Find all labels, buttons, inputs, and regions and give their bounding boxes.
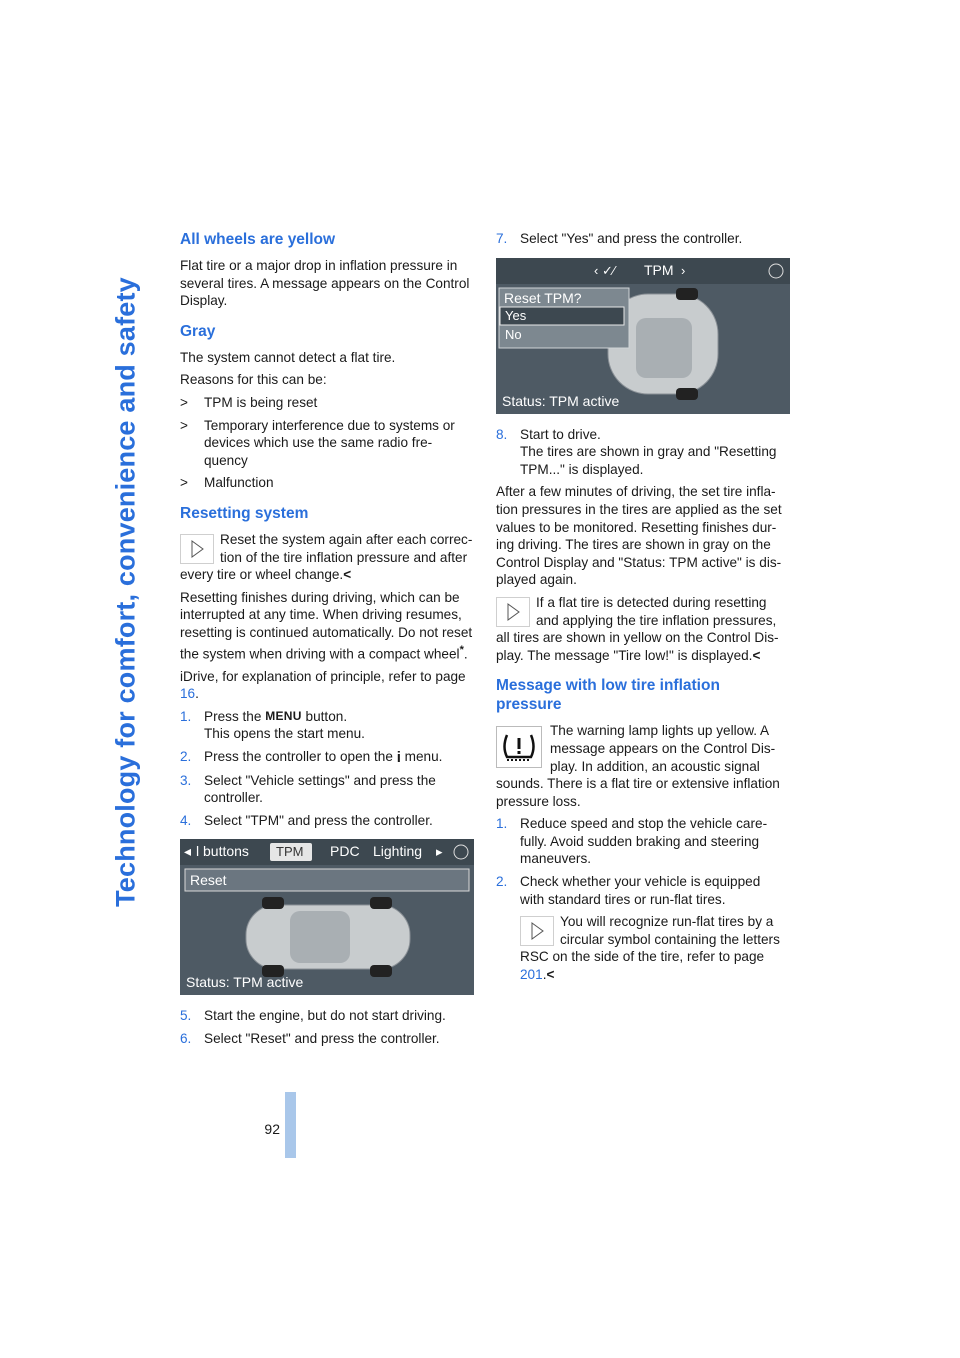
popup-title: Reset TPM? <box>504 289 582 306</box>
status-text: Status: TPM active <box>502 392 620 409</box>
right-column <box>496 230 788 989</box>
tab-tpm[interactable]: TPM <box>276 844 304 860</box>
tab-buttons[interactable]: l buttons <box>196 843 249 860</box>
menu-item-reset[interactable]: Reset <box>190 872 227 889</box>
page-marker-bar <box>285 1092 296 1158</box>
bullet-item: > Malfunction <box>180 475 274 491</box>
step-item: 7. Select "Yes" and press the controller. <box>496 231 743 246</box>
bullet-item: > Temporary interference due to systems or devices which use the same radio fre-quency <box>180 417 455 468</box>
note-resetting: Reset the system again after each correc-tion of the tire inflation pressure and after every tire or wheel change.< <box>180 531 473 583</box>
tire-warning-icon <box>496 726 542 768</box>
tab-lighting[interactable]: Lighting <box>373 843 423 860</box>
info-icon: i <box>396 749 401 766</box>
heading-resetting: Resetting system <box>180 504 309 522</box>
note-triangle-icon <box>180 534 214 564</box>
status-text: Status: TPM active <box>186 974 304 991</box>
option-yes[interactable]: Yes <box>505 307 527 323</box>
svg-text:›: › <box>681 262 686 278</box>
menu-button-icon: MENU <box>265 708 302 723</box>
step-item: 3. Select "Vehicle settings" and press the controller. <box>180 772 436 806</box>
step-item: 2. Press the controller to open the i menu. <box>180 749 443 766</box>
bullet-item: > TPM is being reset <box>180 394 318 410</box>
gray-text-2: Reasons for this can be: <box>180 372 327 388</box>
step-item: 1. Press the MENU button. This opens the start menu. <box>180 708 365 742</box>
warning-text: The warning lamp lights up yellow. A message appears on the Control Dis-play. In addition, an acoustic signal sounds. There is a flat tire or extensive inflation pressure loss. <box>496 723 780 809</box>
step-item: 1. Reduce speed and stop the vehicle care-fully. Avoid sudden braking and steering maneuvers. <box>496 816 768 867</box>
car-top-view-icon <box>246 897 410 977</box>
step-item: 8. Start to drive. The tires are shown in gray and "Resetting TPM..." is displayed. <box>496 426 777 477</box>
heading-all-yellow: All wheels are yellow <box>180 231 336 248</box>
control-display-screen-1 <box>180 839 474 995</box>
svg-text:◂: ◂ <box>184 843 192 860</box>
step-item: 5. Start the engine, but do not start driving. <box>180 1008 446 1024</box>
svg-text:▸: ▸ <box>436 844 443 860</box>
resetting-para-3: After a few minutes of driving, the set tire infla-tion pressures in the tires are applied as the set values to be monitored. Resetting finishes dur-ing driving. The tires are shown in gray on the Control Display and "Status: TPM active" is dis-played again. <box>496 484 782 588</box>
side-title: Technology for comfort, convenience and safety <box>110 277 141 907</box>
svg-text:‹ ✓⁄: ‹ ✓⁄ <box>594 262 616 278</box>
step-item: 2. Check whether your vehicle is equipped with standard tires or run-flat tires. <box>496 874 761 907</box>
resetting-para-2: iDrive, for explanation of principle, refer to page 16. <box>180 668 466 702</box>
page-link[interactable]: 16 <box>180 686 196 702</box>
gray-text-1: The system cannot detect a flat tire. <box>180 349 396 365</box>
option-no[interactable]: No <box>505 326 522 342</box>
note-flat-tire: If a flat tire is detected during resetting and applying the tire inflation pressures, all tires are shown in yellow on the Control Dis-play. The message "Tire low!" is displayed.< <box>496 594 779 663</box>
heading-low-pressure: Message with low tire inflation pressure <box>496 677 720 714</box>
heading-gray: Gray <box>180 322 216 340</box>
screen-title: TPM <box>644 261 674 278</box>
page-link[interactable]: 201 <box>520 967 543 983</box>
note-run-flat: You will recognize run-flat tires by a circular symbol containing the letters RSC on the side of the tire, refer to page 201.< <box>520 914 780 983</box>
note-triangle-icon <box>496 597 530 627</box>
resetting-para-1: Resetting finishes during driving, which can be interrupted at any time. When driving resumes, resetting is continued automatically. Do not reset the system when driving with a compact wheel*. <box>180 589 473 662</box>
control-display-screen-2 <box>496 258 790 414</box>
page-number: 92 <box>264 1121 280 1137</box>
note-triangle-icon <box>520 916 554 946</box>
all-yellow-text: Flat tire or a major drop in inflation pressure in several tires. A message appears on the Control Display. <box>180 258 470 309</box>
tab-pdc[interactable]: PDC <box>330 843 360 860</box>
step-item: 4. Select "TPM" and press the controller. <box>180 812 433 828</box>
left-column <box>180 230 475 1053</box>
step-item: 6. Select "Reset" and press the controller. <box>180 1030 440 1046</box>
